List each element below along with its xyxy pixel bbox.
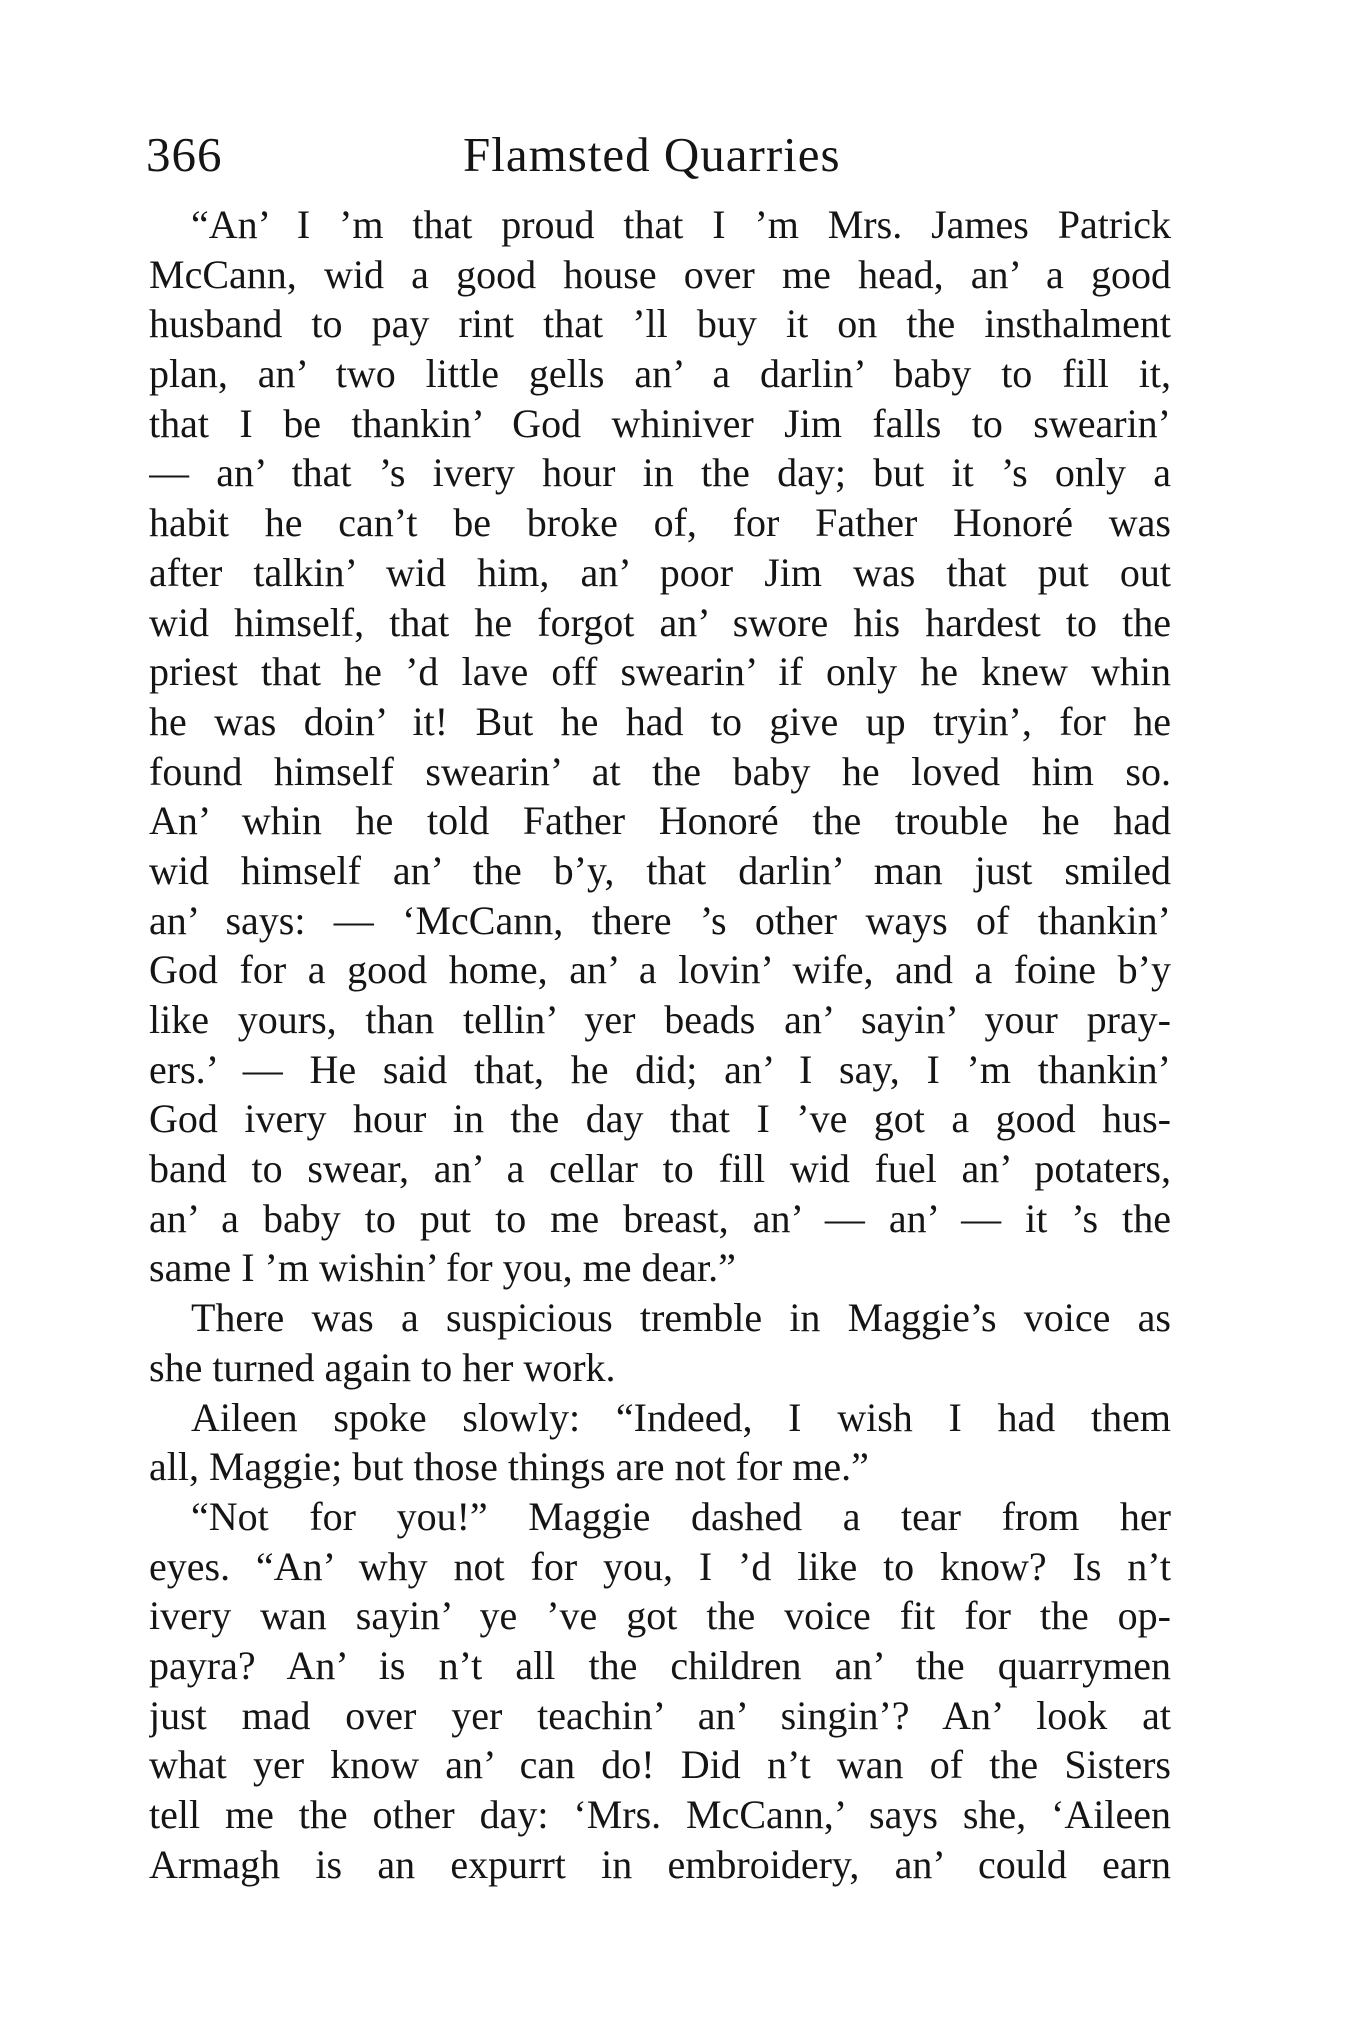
- text-line: that I be thankin’ God whiniver Jim falls to swearin’: [149, 400, 1171, 446]
- text-line: plan, an’ two little gells an’ a darlin’ baby to fill it,: [149, 351, 1171, 397]
- text-line: what yer know an’ can do! Did n’t wan of the Sisters: [149, 1742, 1171, 1788]
- text-line: after talkin’ wid him, an’ poor Jim was that put out: [149, 549, 1171, 595]
- text-line: “Not for you!” Maggie dashed a tear from her: [191, 1493, 1171, 1539]
- text-line: priest that he ’d lave off swearin’ if only he knew whin: [149, 649, 1171, 695]
- text-line: There was a suspicious tremble in Maggie’s voice as: [191, 1295, 1171, 1341]
- text-line: an’ a baby to put to me breast, an’ — an’ — it ’s the: [149, 1195, 1171, 1241]
- text-line: wid himself an’ the b’y, that darlin’ man just smiled: [149, 847, 1171, 893]
- text-line: all, Maggie; but those things are not for me.”: [149, 1444, 869, 1490]
- text-line: God for a good home, an’ a lovin’ wife, and a foine b’y: [149, 947, 1171, 993]
- paragraph: [149, 200, 1171, 1293]
- page-header: [146, 120, 1176, 190]
- text-line: same I ’m wishin’ for you, me dear.”: [149, 1245, 736, 1291]
- text-line: she turned again to her work.: [149, 1344, 616, 1390]
- text-line: eyes. “An’ why not for you, I ’d like to know? Is n’t: [149, 1543, 1171, 1589]
- text-line: like yours, than tellin’ yer beads an’ sayin’ your pray-: [149, 997, 1171, 1042]
- text-line: “An’ I ’m that proud that I ’m Mrs. James Patrick: [191, 202, 1171, 247]
- text-line: habit he can’t be broke of, for Father Honoré was: [149, 500, 1171, 546]
- text-line: band to swear, an’ a cellar to fill wid fuel an’ potaters,: [149, 1146, 1171, 1192]
- text-line: an’ says: — ‘McCann, there ’s other ways of thankin’: [149, 897, 1171, 943]
- text-line: — an’ that ’s ivery hour in the day; but it ’s only a: [149, 450, 1171, 496]
- text-line: payra? An’ is n’t all the children an’ the quarrymen: [149, 1642, 1171, 1688]
- text-line: husband to pay rint that ’ll buy it on the insthalment: [149, 301, 1171, 347]
- text-line: he was doin’ it! But he had to give up tryin’, for he: [149, 698, 1171, 744]
- text-line: McCann, wid a good house over me head, an’ a good: [149, 251, 1171, 297]
- text-line: God ivery hour in the day that I ’ve got a good hus-: [149, 1096, 1171, 1142]
- text-line: just mad over yer teachin’ an’ singin’? An’ look at: [149, 1692, 1171, 1738]
- page-number: 366: [146, 127, 223, 182]
- text-line: tell me the other day: ‘Mrs. McCann,’ says she, ‘Aileen: [149, 1792, 1171, 1837]
- paragraph: [149, 1293, 1171, 1392]
- text-line: An’ whin he told Father Honoré the trouble he had: [149, 798, 1171, 844]
- text-line: ers.’ — He said that, he did; an’ I say, I ’m thankin’: [149, 1046, 1171, 1092]
- paragraph: [149, 1393, 1171, 1492]
- running-title: Flamsted Quarries: [463, 127, 841, 182]
- text-line: Armagh is an expurrt in embroidery, an’ could earn: [149, 1841, 1171, 1887]
- text-line: ivery wan sayin’ ye ’ve got the voice fit for the op-: [149, 1593, 1171, 1639]
- text-line: found himself swearin’ at the baby he loved him so.: [149, 748, 1171, 794]
- body-text: [149, 200, 1171, 1889]
- text-line: wid himself, that he forgot an’ swore his hardest to the: [149, 599, 1171, 645]
- text-line: Aileen spoke slowly: “Indeed, I wish I had them: [191, 1394, 1171, 1440]
- paragraph: [149, 1492, 1171, 1890]
